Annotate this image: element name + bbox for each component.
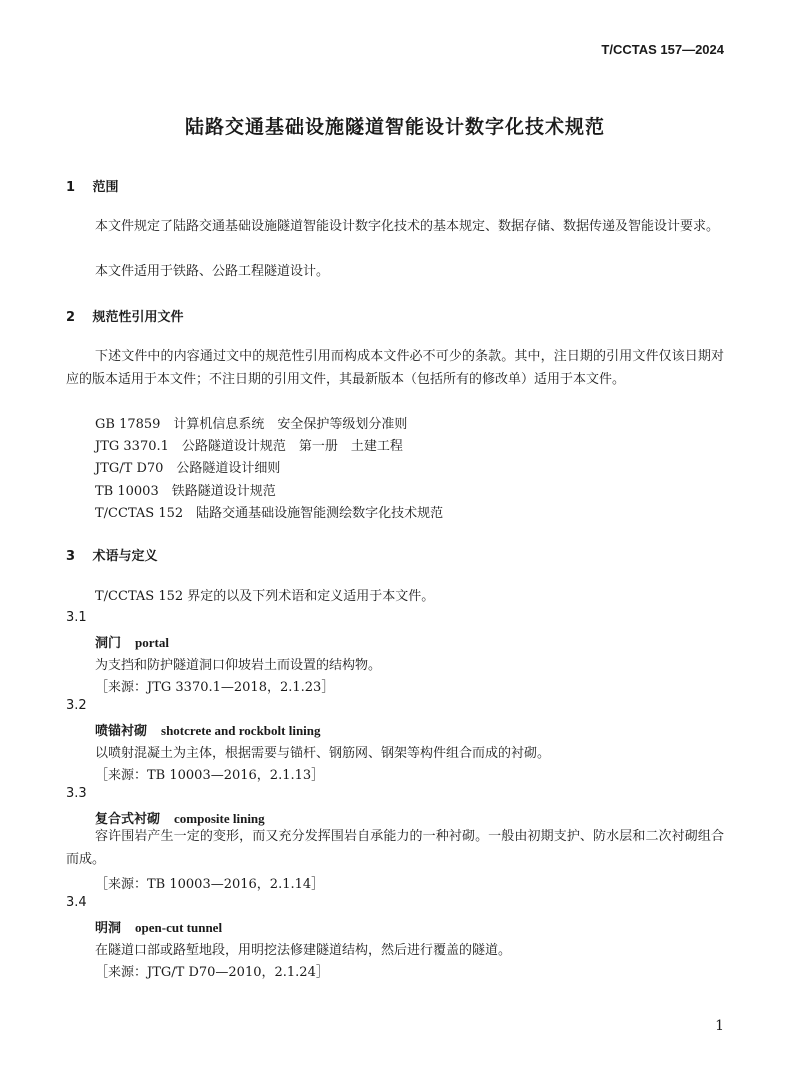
reference-item: TB 10003 铁路隧道设计规范	[95, 484, 276, 499]
clause-number: 3.1	[66, 610, 87, 625]
term-definition: 容许围岩产生一定的变形，而又充分发挥围岩自承能力的一种衬砌。一般由初期支护、防水层和二次衬砌组合而成。	[66, 829, 724, 867]
scope-paragraph-2: 本文件适用于铁路、公路工程隧道设计。	[95, 264, 330, 279]
term-english: shotcrete and rockbolt lining	[161, 723, 321, 738]
term-definition: 以喷射混凝土为主体，根据需要与锚杆、钢筋网、钢架等构件组合而成的衬砌。	[95, 746, 551, 761]
section-number: 2	[66, 310, 76, 325]
scope-paragraph-1: 本文件规定了陆路交通基础设施隧道智能设计数字化技术的基本规定、数据存储、数据传递及智能设计要求。	[95, 219, 720, 234]
section-heading-scope	[66, 176, 119, 195]
clause-number: 3.3	[66, 786, 87, 801]
section-heading-terms	[66, 545, 158, 564]
reference-item: T/CCTAS 152 陆路交通基础设施智能测绘数字化技术规范	[95, 506, 444, 521]
term-chinese: 洞门	[95, 636, 122, 651]
section-heading-normative-references	[66, 306, 184, 325]
term-heading	[95, 808, 265, 827]
section-title: 术语与定义	[92, 549, 158, 564]
term-chinese: 明洞	[95, 921, 122, 936]
section-number: 3	[66, 549, 76, 564]
section-title: 范围	[92, 180, 119, 195]
section-number: 1	[66, 180, 76, 195]
references-paragraph: 下述文件中的内容通过文中的规范性引用而构成本文件必不可少的条款。其中，注日期的引用文件仅该日期对应的版本适用于本文件；不注日期的引用文件，其最新版本（包括所有的修改单）适用于本文件。	[66, 349, 724, 387]
page-number: 1	[715, 1018, 724, 1034]
term-english: composite lining	[174, 811, 265, 826]
term-source: ［来源：TB 10003—2016，2.1.14］	[95, 877, 325, 892]
term-chinese: 喷锚衬砌	[95, 724, 148, 739]
term-definition: 为支挡和防护隧道洞口仰坡岩土而设置的结构物。	[95, 658, 382, 673]
term-source: ［来源：TB 10003—2016，2.1.13］	[95, 768, 325, 783]
term-english: open-cut tunnel	[135, 920, 223, 935]
term-heading	[95, 632, 169, 651]
document-code-header: T/CCTAS 157—2024	[601, 42, 724, 57]
term-source: ［来源：JTG/T D70—2010，2.1.24］	[95, 965, 329, 980]
term-heading	[95, 720, 321, 739]
reference-item: JTG 3370.1 公路隧道设计规范 第一册 土建工程	[95, 439, 403, 454]
term-english: portal	[135, 635, 169, 650]
term-chinese: 复合式衬砌	[95, 812, 161, 827]
clause-number: 3.2	[66, 698, 87, 713]
terms-intro-paragraph: T/CCTAS 152 界定的以及下列术语和定义适用于本文件。	[95, 589, 435, 604]
section-title: 规范性引用文件	[92, 310, 184, 325]
reference-item: JTG/T D70 公路隧道设计细则	[95, 461, 281, 476]
term-source: ［来源：JTG 3370.1—2018，2.1.23］	[95, 680, 335, 695]
reference-item: GB 17859 计算机信息系统 安全保护等级划分准则	[95, 417, 408, 432]
term-heading	[95, 917, 222, 936]
document-title: 陆路交通基础设施隧道智能设计数字化技术规范	[184, 116, 605, 138]
term-definition: 在隧道口部或路堑地段，用明挖法修建隧道结构，然后进行覆盖的隧道。	[95, 943, 512, 958]
clause-number: 3.4	[66, 895, 87, 910]
